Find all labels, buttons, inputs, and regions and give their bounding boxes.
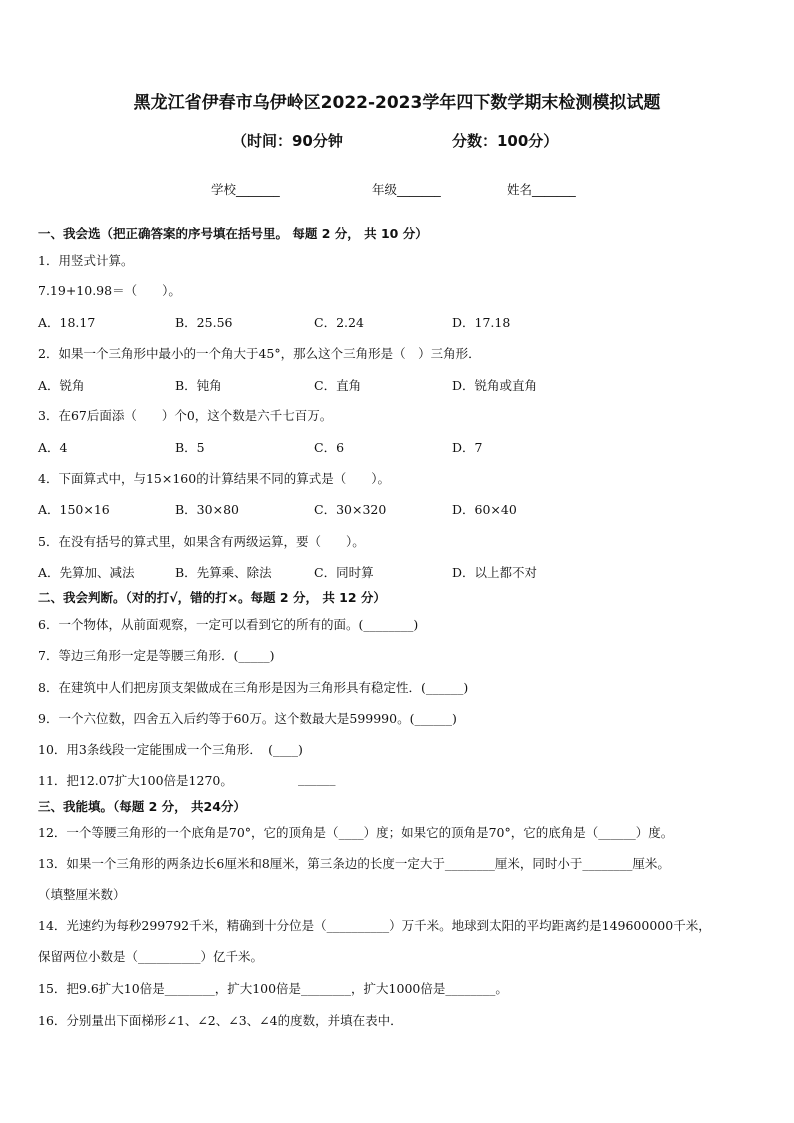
school-field[interactable]: 学校_______ — [211, 182, 280, 197]
q3-option-d[interactable]: D．7 — [452, 440, 483, 455]
exam-score: 分数：100分） — [452, 132, 559, 150]
name-field[interactable]: 姓名_______ — [507, 182, 576, 197]
exam-title: 黑龙江省伊春市乌伊岭区2022-2023学年四下数学期末检测模拟试题 — [133, 93, 661, 113]
section-heading-judge: 二、我会判断。（对的打√，错的打×。每题 2 分， 共 12 分） — [38, 590, 386, 605]
q1-option-a[interactable]: A．18.17 — [38, 315, 96, 330]
section-heading-choice: 一、我会选（把正确答案的序号填在括号里。 每题 2 分， 共 10 分） — [38, 226, 428, 241]
q3-option-b[interactable]: B．5 — [175, 440, 205, 455]
question-8: 8．在建筑中人们把房顶支架做成在三角形是因为三角形具有稳定性．(______) — [38, 680, 469, 695]
question-4-stem: 4．下面算式中，与15×160的计算结果不同的算式是（ ）。 — [38, 471, 390, 486]
q4-option-d[interactable]: D．60×40 — [452, 502, 517, 517]
question-1-expression: 7.19+10.98＝（ ）。 — [38, 283, 181, 298]
q4-option-c[interactable]: C．30×320 — [314, 502, 387, 517]
grade-field[interactable]: 年级_______ — [372, 182, 441, 197]
question-15: 15．把9.6扩大10倍是________，扩大100倍是________，扩大1000倍是________。 — [38, 981, 508, 996]
question-2-stem: 2．如果一个三角形中最小的一个角大于45°，那么这个三角形是（ ）三角形． — [38, 346, 481, 361]
question-5-stem: 5．在没有括号的算式里，如果含有两级运算，要（ ）。 — [38, 534, 365, 549]
question-9: 9．一个六位数，四舍五入后约等于60万。这个数最大是599990。(______) — [38, 711, 457, 726]
exam-time: （时间：90分钟 — [232, 132, 343, 150]
section-heading-fill: 三、我能填。（每题 2 分， 共24分） — [38, 799, 246, 814]
question-1-stem: 1．用竖式计算。 — [38, 253, 134, 268]
question-13-note: （填整厘米数） — [38, 887, 126, 902]
q3-option-c[interactable]: C．6 — [314, 440, 345, 455]
q3-option-a[interactable]: A．4 — [38, 440, 68, 455]
question-14-line-1: 14．光速约为每秒299792千米，精确到十分位是（__________）万千米。地球到太阳的平均距离约是149600000千米， — [38, 918, 711, 933]
q4-option-b[interactable]: B．30×80 — [175, 502, 239, 517]
q2-option-b[interactable]: B．钝角 — [175, 378, 222, 393]
question-14-line-2: 保留两位小数是（__________）亿千米。 — [38, 949, 264, 964]
q5-option-d[interactable]: D．以上都不对 — [452, 565, 538, 580]
q2-option-a[interactable]: A．锐角 — [38, 378, 85, 393]
question-12: 12．一个等腰三角形的一个底角是70°，它的顶角是（____）度；如果它的顶角是70°，它的底角是（______）度。 — [38, 825, 674, 840]
question-11-answer-blank[interactable]: ______ — [298, 771, 336, 786]
question-7: 7．等边三角形一定是等腰三角形．(_____) — [38, 648, 275, 663]
q1-option-b[interactable]: B．25.56 — [175, 315, 233, 330]
q2-option-c[interactable]: C．直角 — [314, 378, 362, 393]
question-16: 16．分别量出下面梯形∠1、∠2、∠3、∠4的度数，并填在表中． — [38, 1013, 403, 1028]
q4-option-a[interactable]: A．150×16 — [38, 502, 110, 517]
question-6: 6．一个物体，从前面观察，一定可以看到它的所有的面。(________) — [38, 617, 419, 632]
question-13: 13．如果一个三角形的两条边长6厘米和8厘米，第三条边的长度一定大于________厘米，同时小于________厘米。 — [38, 856, 670, 871]
question-11: 11．把12.07扩大100倍是1270。 — [38, 773, 233, 788]
q1-option-d[interactable]: D．17.18 — [452, 315, 511, 330]
q1-option-c[interactable]: C．2.24 — [314, 315, 364, 330]
q5-option-a[interactable]: A．先算加、减法 — [38, 565, 135, 580]
q2-option-d[interactable]: D．锐角或直角 — [452, 378, 538, 393]
question-3-stem: 3．在67后面添（ ）个0，这个数是六千七百万。 — [38, 408, 333, 423]
question-10: 10．用3条线段一定能围成一个三角形． (____) — [38, 742, 303, 757]
q5-option-b[interactable]: B．先算乘、除法 — [175, 565, 272, 580]
q5-option-c[interactable]: C．同时算 — [314, 565, 374, 580]
